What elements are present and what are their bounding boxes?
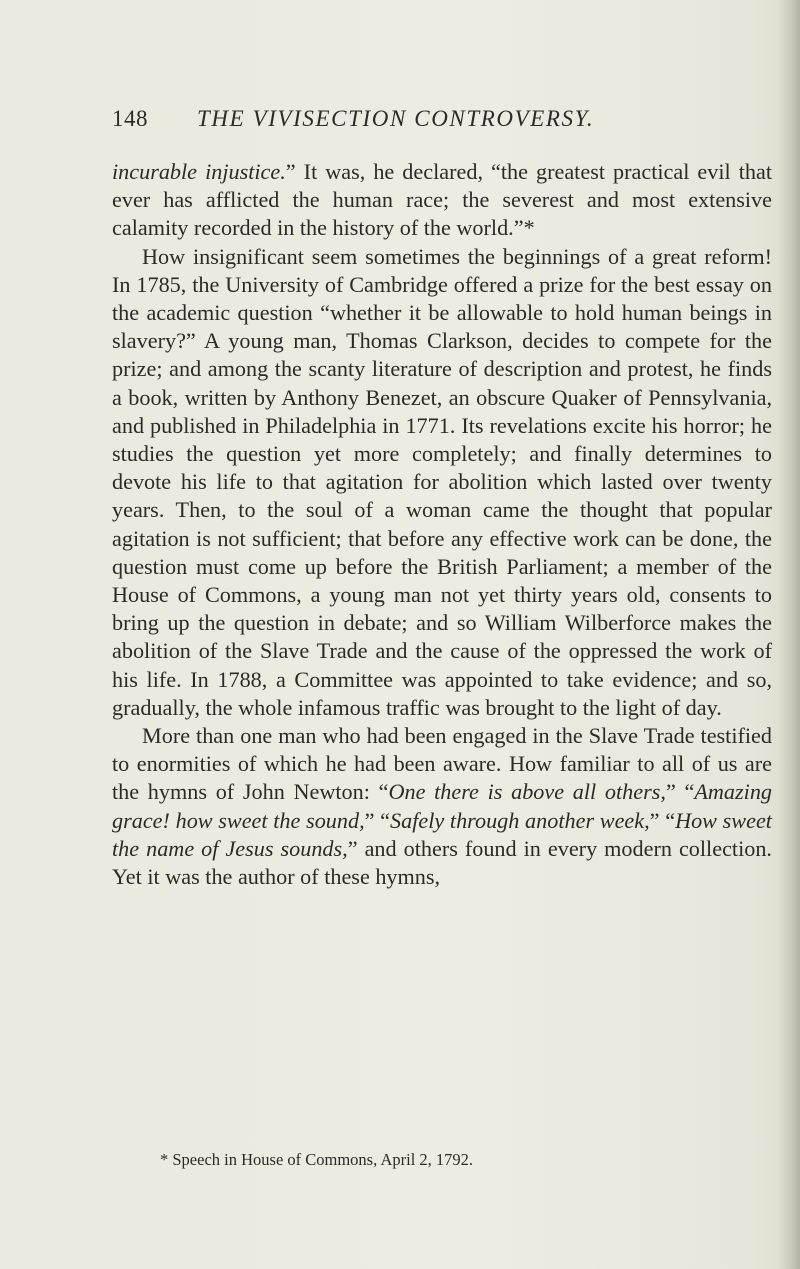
text-span: ” and others found in every modern collection. Yet it was the author of these hymns, — [112, 835, 772, 890]
paragraph — [112, 722, 772, 891]
text-span: incurable injustice. — [112, 159, 286, 184]
text-span: Safely through another week, — [390, 807, 650, 833]
text-span: ” “ — [364, 807, 391, 833]
text-span: One there is above all others, — [388, 779, 666, 805]
text-span: More than one man who had been engaged in the Slave Trade testified to enormities of which he had been aware. How familiar to all of us are the hymns of John Newton: “ — [112, 723, 772, 805]
footnote: * Speech in House of Commons, April 2, 1792. — [160, 1150, 474, 1169]
page-header — [112, 106, 712, 146]
text-span: ” It was, he declared, “the greatest practical evil that ever has afflicted the human race; the severest and most extensive calamity recorded in the history of the world.”* — [112, 159, 772, 241]
page-number: 148 — [112, 106, 148, 131]
paragraph — [112, 243, 772, 722]
text-span: Amazing grace! how sweet the sound, — [112, 779, 772, 833]
text-span: ” “ — [665, 779, 695, 805]
text-span: How insignificant seem sometimes the beginnings of a great reform! In 1785, the University of Cambridge offered a prize for the best essay on the academic question “whether it be allowable to hold human beings in slavery?” A young man, Thomas Clarkson, decides to compete for the prize; and among the scanty literature of description and protest, he finds a book, written by Anthony Benezet, an obscure Quaker of Pennsylvania, and published in Philadelphia in 1771. Its revelations excite his horror; he studies the question yet more completely; and finally determines to devote his life to that agitation for abolition which lasted over twenty years. Then, to the soul of a woman came the thought that popular agitation is not sufficient; that before any effective work can be done, the question must come up before the British Parliament; a member of the House of Commons, a young man not yet thirty years old, consents to bring up the question in debate; and so William Wilberforce makes the abolition of the Slave Trade and the cause of the oppressed the work of his life. In 1788, a Committee was appointed to take evidence; and so, gradually, the whole infamous traffic was brought to the light of day. — [112, 243, 772, 720]
body-text — [112, 158, 772, 891]
text-span: How sweet the name of Jesus sounds, — [112, 807, 772, 861]
text-span: ” “ — [649, 807, 676, 833]
paragraph — [112, 158, 772, 243]
page-edge-shadow — [778, 0, 800, 1269]
running-title: THE VIVISECTION CONTROVERSY. — [197, 106, 595, 131]
